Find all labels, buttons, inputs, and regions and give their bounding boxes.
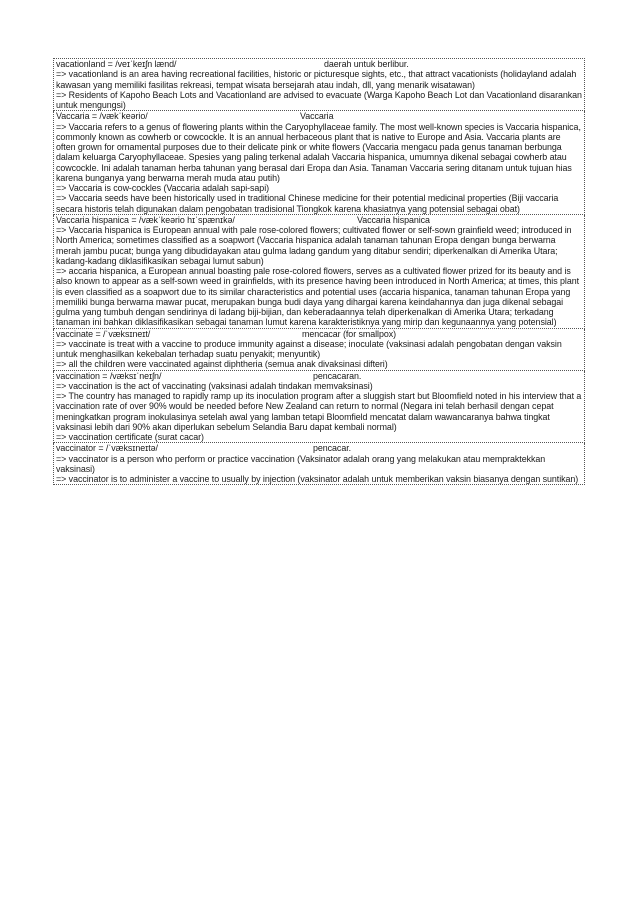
example-line: => The country has managed to rapidly ramp up its inoculation program after a sluggish start but Bloomfield noted in his interview that a vaccination rate of over 90% would be needed before New Zealand can return to normal (Negara ini telah berhasil dengan cepat meningkatkan program inokulasinya setelah awal yang lamban tetapi Bloomfield mencatat dalam wawancaranya bahwa tingkat vaksinasi lebih dari 90% akan diperlukan sebelum Selandia Baru dapat kembali normal): [56, 391, 582, 432]
headword: vaccinate = /ˈvæksɪneɪt/: [56, 328, 151, 339]
definition-line: => Vaccaria refers to a genus of flowering plants within the Caryophyllaceae family. The most well-known species is Vaccaria hispanica, commonly known as cowherb or cowcockle. It is an annual herbaceous plant that is native to Europe and Asia. Vaccaria plants are often grown for ornamental purposes due to their delicate pink or white flowers (Vaccaria mengacu pada genus tanaman berbunga dalam keluarga Caryophyllaceae. Spesies yang paling terkenal adalah Vaccaria hispanica, umumnya dikenal sebagai cowherb atau cowcockle. Ini adalah tanaman herba tahunan yang berasal dari Eropa dan Asia. Tanaman Vaccaria sering ditanam untuk tujuan hias karena bunganya yang berwarna merah muda atau putih): [56, 121, 581, 183]
example-line: => all the children were vaccinated against diphtheria (semua anak divaksinasi difteri): [56, 359, 388, 370]
entry-head: [56, 111, 582, 121]
entry-head: [56, 443, 582, 453]
translation: daerah untuk berlibur.: [324, 59, 409, 69]
headword: vaccination = /væksɪˈneɪʃn/: [56, 370, 162, 381]
headword: Vaccaria hispanica = /vækˈkeərio hɪˈspænɪkə/: [56, 214, 235, 225]
entry-vaccaria-hispanica: [53, 215, 585, 329]
entry-head: [56, 215, 582, 225]
translation: mencacar (for smallpox): [302, 328, 397, 339]
translation: pencacaran.: [313, 370, 362, 381]
headword: Vaccaria = /vækˈkeərio/: [56, 111, 148, 122]
headword: vaccinator = /ˈvæksɪneɪtə/: [56, 443, 158, 454]
example-line: => Vaccaria is cow-cockles (Vaccaria adalah sapi-sapi): [56, 183, 270, 193]
definition-line: => vaccinator is a person who perform or practice vaccination (Vaksinator adalah orang yang melakukan atau mempraktekkan vaksinasi): [56, 453, 546, 474]
definition-line: => vaccinate is treat with a vaccine to produce immunity against a disease; inoculate (vaksinasi adalah pengobatan dengan vaksin untuk menghasilkan kekebalan terhadap suatu penyakit; menyuntik): [56, 338, 562, 359]
entry-vaccaria: [53, 111, 585, 215]
definition-line: => vacationland is an area having recreational facilities, historic or picturesque sights, etc., that attract vacationists (holidayland adalah kawasan yang memiliki fasilitas rekreasi, tempat wisata bersejarah atau indah, dll, yang menarik wisatawan): [56, 69, 577, 90]
entry-head: [56, 329, 582, 339]
example-line: => vaccinator is to administer a vaccine to usually by injection (vaksinator adalah untuk memberikan vaksin biasanya dengan suntikan): [56, 474, 579, 484]
headword: vacationland = /veɪˈkeɪʃn lænd/: [56, 59, 177, 69]
entry-head: [56, 371, 582, 381]
entry-head: [56, 59, 582, 69]
example-line: => vaccination certificate (surat cacar): [56, 432, 204, 442]
dictionary-page: [53, 58, 585, 485]
example-line: => Residents of Kapoho Beach Lots and Vacationland are advised to evacuate (Warga Kapoho Beach Lot dan Vacationland disarankan untuk mengungsi): [56, 89, 582, 110]
definition-line: => vaccination is the act of vaccinating (vaksinasi adalah tindakan memvaksinasi): [56, 380, 373, 391]
entry-vaccinator: [53, 443, 585, 485]
example-line: => Vaccaria seeds have been historically used in traditional Chinese medicine for their potential medicinal properties (Biji vaccaria secara historis telah digunakan dalam pengobatan tradisional Tiongkok karena khasiatnya yang potensial sebagai obat): [56, 193, 559, 214]
translation: pencacar.: [313, 443, 352, 454]
translation: Vaccaria hispanica: [357, 214, 430, 225]
entry-vaccination: [53, 371, 585, 444]
entry-vaccinate: [53, 329, 585, 371]
entry-vacationland: [53, 58, 585, 111]
definition-line: => Vaccaria hispanica is European annual with pale rose-colored flowers; cultivated flower or self-sown grainfield weed; introduced in North America; sometimes classified as a soapwort (Vaccaria hispanica adalah tanaman tahunan Eropa dengan bunga berwarna merah jambu pucat; bunga yang dibudidayakan atau gulma ladang gandum yang ditabur sendiri; diperkenalkan di Amerika Utara; kadang-kadang diklasifikasikan sebagai lumut sabun): [56, 225, 572, 266]
example-line: => accaria hispanica, a European annual boasting pale rose-colored flowers, serves as a cultivated flower prized for its beauty and is also known to appear as a self-sown weed in grainfields, with its presence having been introduced in North America; at times, this plant is even classified as a soapwort due to its similar characteristics and potential uses (accaria hispanica, tanaman tahunan Eropa yang memiliki bunga berwarna mawar pucat, merupakan bunga budi daya yang dihargai karena keindahannya dan juga dikenal sebagai gulma yang tumbuh dengan sendirinya di ladang biji-bijian, dan keberadaannya telah diperkenalkan di Amerika Utara; terkadang tanaman ini bahkan diklasifikasikan sebagai tanaman lumut karena karakteristiknya yang mirip dan kegunaannya yang potensial): [56, 266, 580, 328]
translation: Vaccaria: [300, 111, 334, 122]
